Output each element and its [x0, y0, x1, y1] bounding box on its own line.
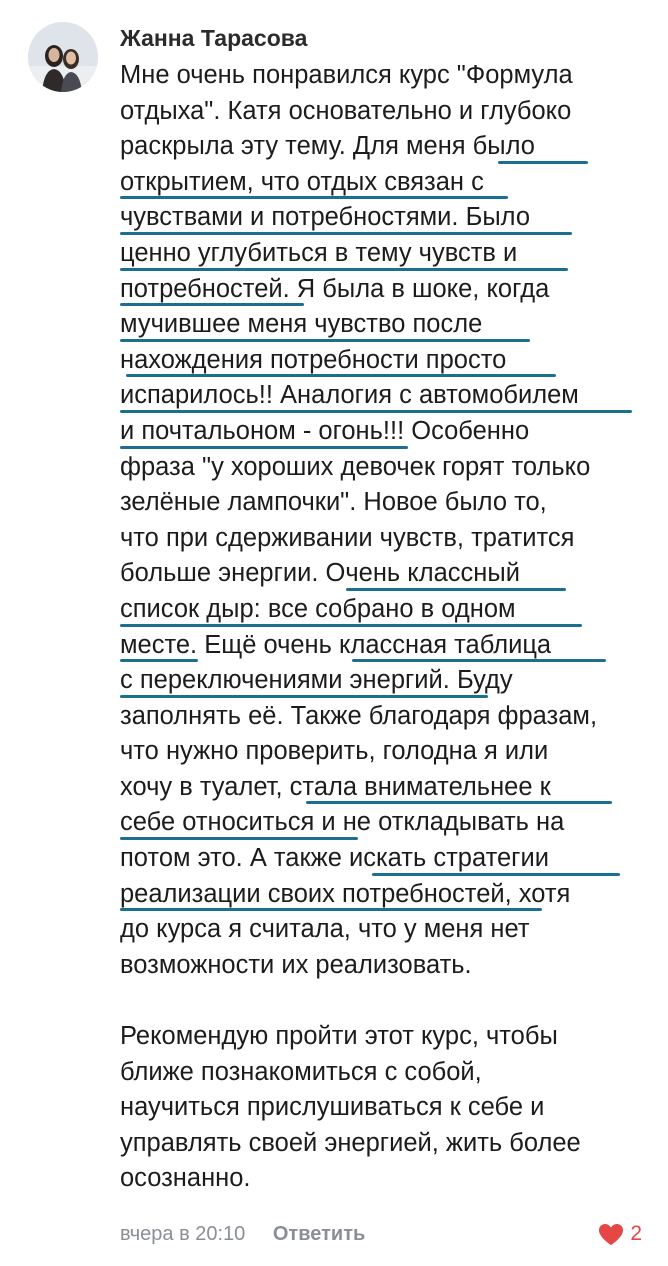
comment-line: ценно углубиться в тему чувств и: [120, 236, 665, 272]
comment-line: себе относиться и не откладывать на: [120, 805, 665, 841]
comment-line: с переключениями энергий. Буду: [120, 663, 665, 699]
highlight-underline: [352, 659, 606, 662]
comment-line: потом это. А также искать стратегии: [120, 841, 665, 877]
comment-line: что нужно проверить, голодна я или: [120, 737, 549, 766]
comment-line: и почтальоном - огонь!!! Особенно: [120, 414, 665, 450]
highlight-underline: [120, 446, 408, 449]
comment-line: раскрыла эту тему. Для меня было: [120, 129, 665, 165]
comment-line: месте. Ещё очень классная таблица: [120, 628, 665, 664]
like-button[interactable]: [598, 1219, 642, 1249]
avatar-photo: [28, 22, 98, 92]
highlight-underline: [372, 873, 620, 876]
highlight-underline: [120, 908, 542, 911]
highlight-underline: [120, 232, 572, 235]
comment-line: ближе познакомиться с собой,: [120, 1057, 482, 1086]
highlight-underline: [120, 837, 358, 840]
like-count: 2: [630, 1222, 642, 1245]
highlight-underline: [498, 161, 588, 164]
highlight-underline: [120, 268, 568, 271]
comment-line: потребностей. Я была в шоке, когда: [120, 272, 665, 308]
comment-line: испарилось!! Аналогия с автомобилем: [120, 378, 665, 414]
comment-line: отдыха". Катя основательно и глубоко: [120, 96, 572, 125]
comment-line: зелёные лампочки". Новое было то,: [120, 488, 547, 517]
comment-line: заполнять её. Также благодаря фразам,: [120, 701, 598, 730]
comment-line: научиться прислушиваться к себе и: [120, 1093, 545, 1122]
comment-footer: [120, 1220, 365, 1248]
comment-line: открытием, что отдых связан с: [120, 165, 665, 201]
comment-timestamp: вчера в 20:10: [120, 1223, 246, 1245]
highlight-underline: [120, 410, 632, 413]
comment-line: мучившее меня чувство после: [120, 307, 665, 343]
highlight-underline: [126, 374, 556, 377]
comment-line: [120, 983, 665, 1019]
comment-line: чувствами и потребностями. Было: [120, 200, 665, 236]
highlight-underline: [306, 801, 612, 804]
comment-line: Рекомендую пройти этот курс, чтобы: [120, 1022, 558, 1051]
comment-line: до курса я считала, что у меня нет: [120, 915, 530, 944]
comment-line: фраза "у хороших девочек горят только: [120, 452, 591, 481]
highlight-underline: [120, 196, 508, 199]
highlight-underline: [120, 695, 488, 698]
comment-line: управлять своей энергией, жить более: [120, 1128, 581, 1157]
comment-line: Мне очень понравился курс "Формула: [120, 61, 573, 89]
comment-line: больше энергии. Очень классный: [120, 556, 665, 592]
comment-line: нахождения потребности просто: [120, 343, 665, 379]
highlight-underline: [346, 588, 566, 591]
comment-author[interactable]: Жанна Тарасова: [120, 25, 308, 51]
comment-line: осознанно.: [120, 1164, 251, 1193]
highlight-underline: [120, 659, 198, 662]
heart-icon: [598, 1223, 624, 1246]
comment-line: что при сдерживании чувств, тратится: [120, 523, 575, 552]
comment-text: [120, 58, 665, 1197]
highlight-underline: [120, 624, 582, 627]
comment-line: возможности их реализовать.: [120, 950, 472, 979]
highlight-underline: [120, 303, 304, 306]
comment-line: реализации своих потребностей, хотя: [120, 877, 665, 913]
avatar[interactable]: [28, 22, 98, 92]
comment-line: список дыр: все собрано в одном: [120, 592, 665, 628]
comment-line: хочу в туалет, стала внимательнее к: [120, 770, 665, 806]
reply-button[interactable]: Ответить: [272, 1223, 366, 1245]
highlight-underline: [120, 339, 530, 342]
